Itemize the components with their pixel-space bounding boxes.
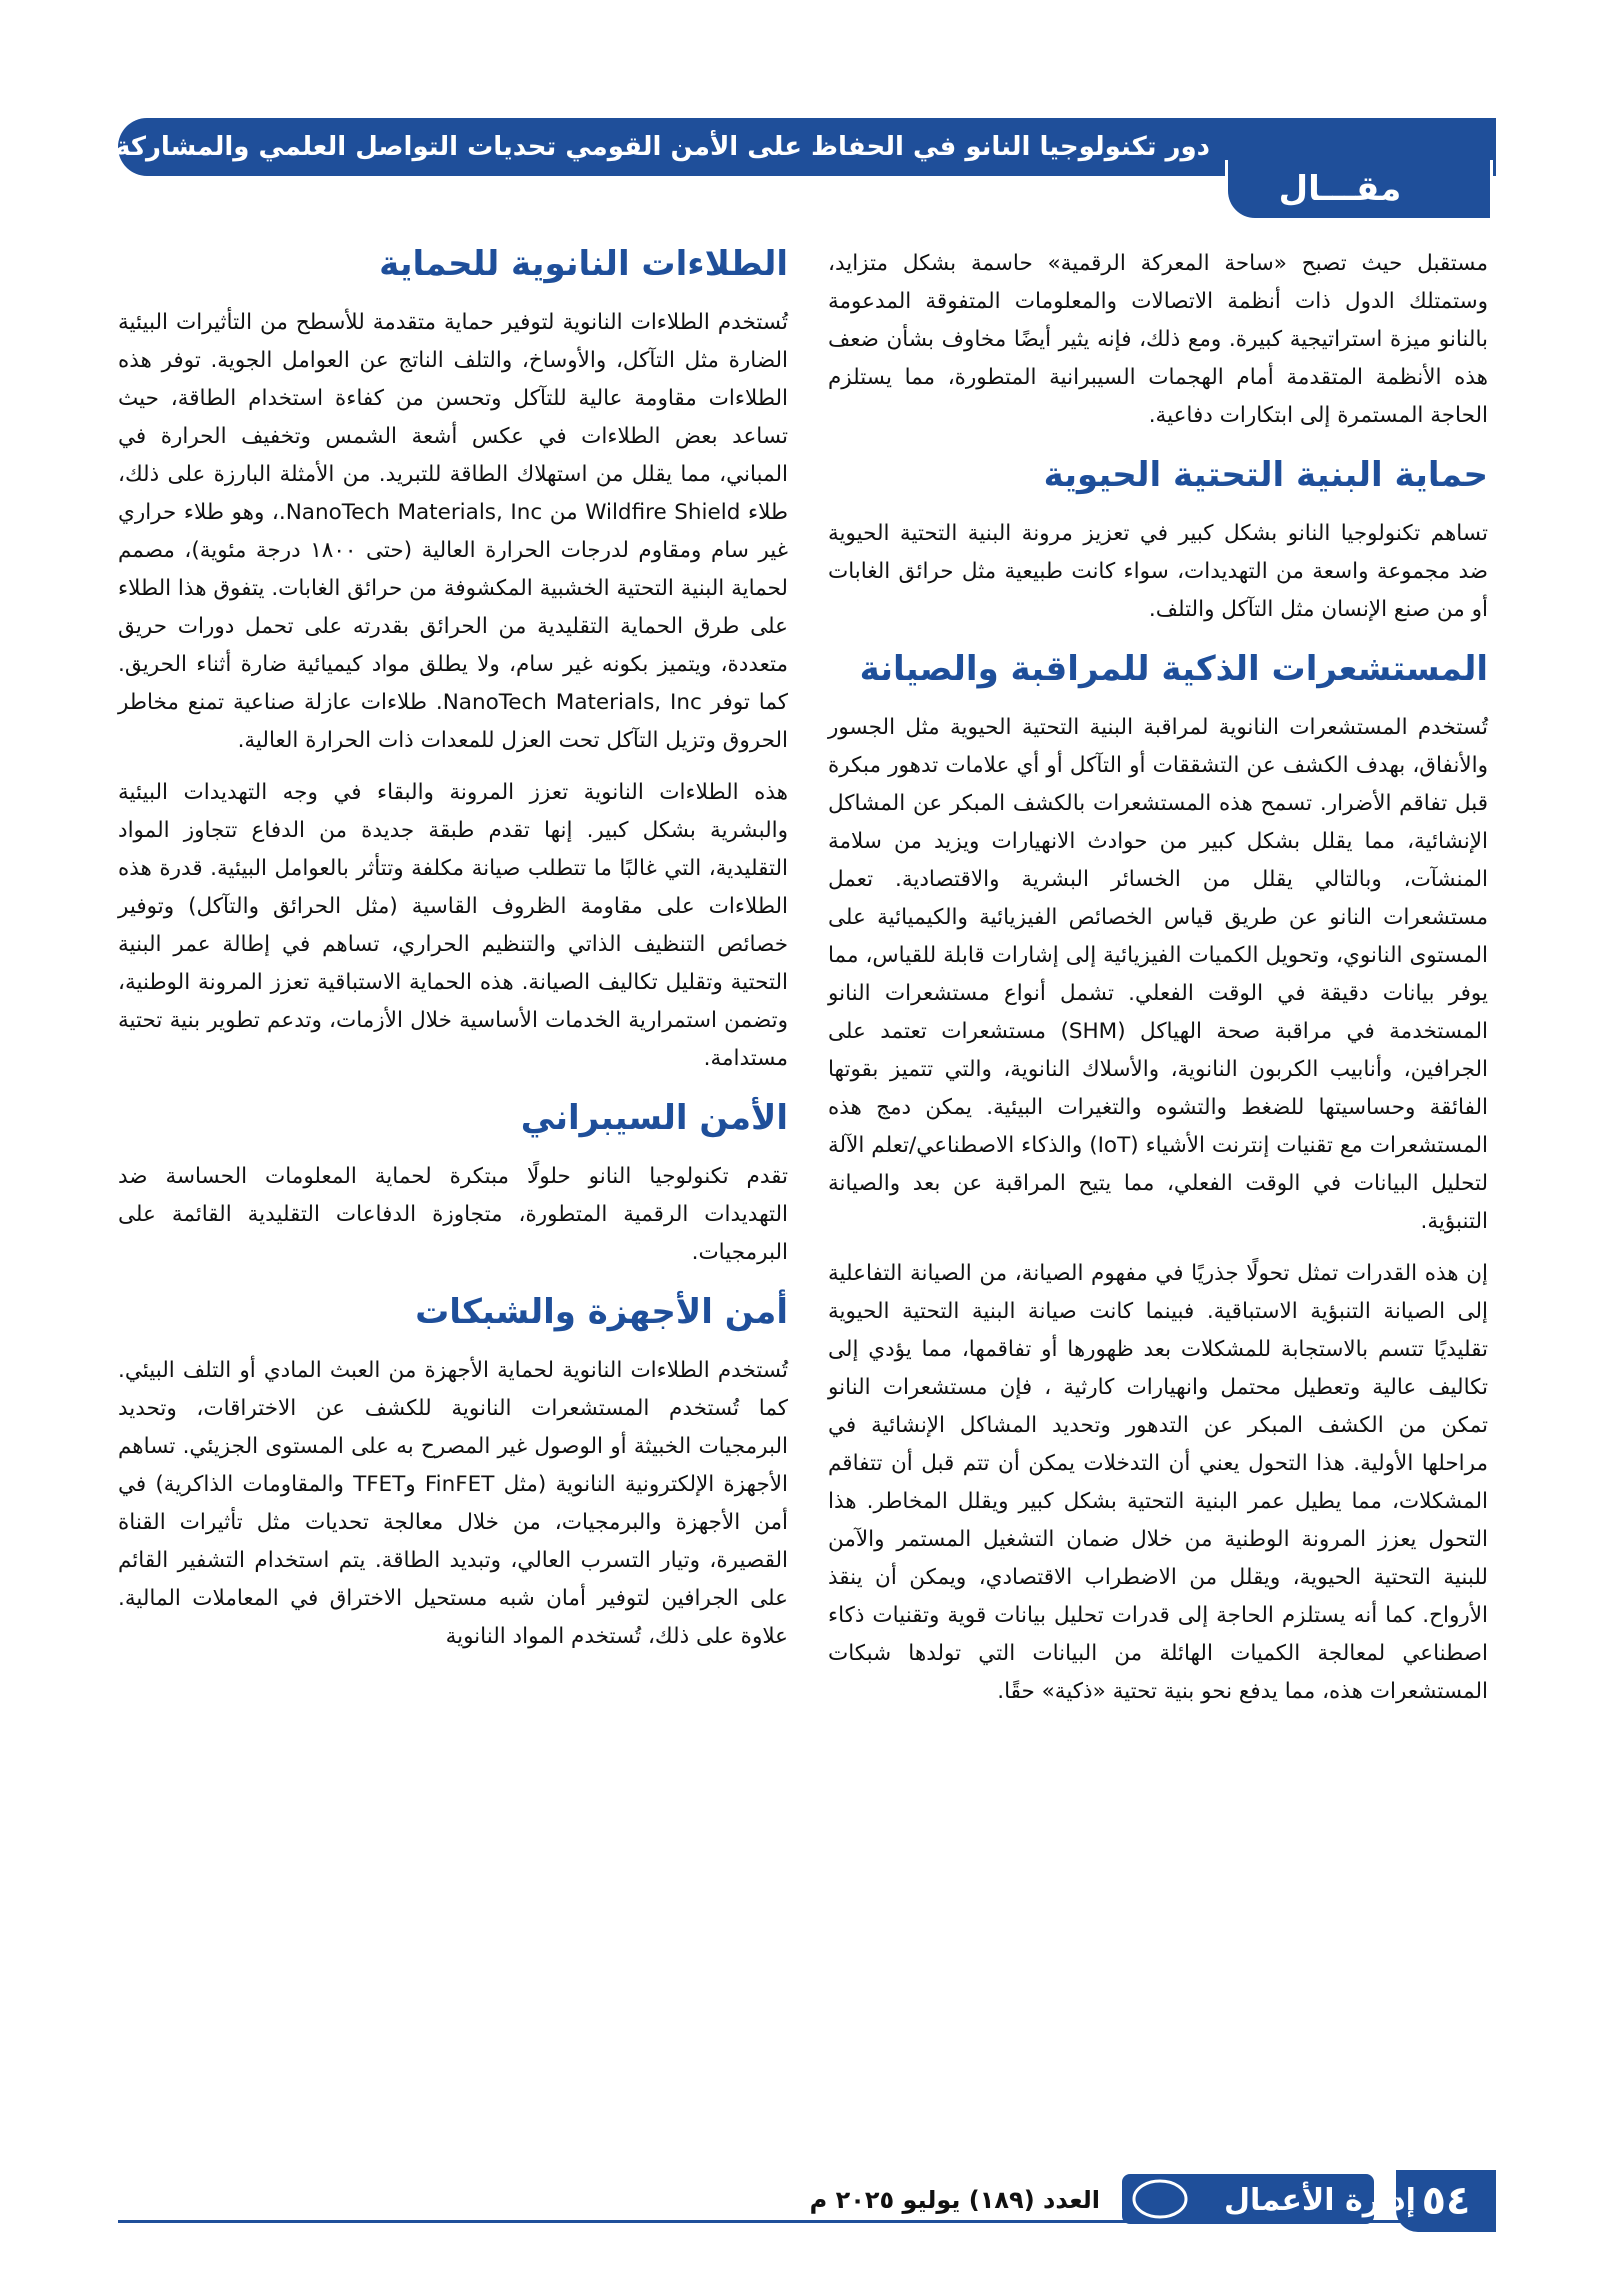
paragraph: تُستخدم الطلاءات النانوية لحماية الأجهزة من العبث المادي أو التلف البيئي. كما تُستخدم المستشعرات النانوية للكشف عن الاختراقات، وتحديد البرمجيات الخبيثة أو الوصول غير المصرح به على المستوى الجزيئي. تساهم الأجهزة الإلكترونية النانوية (مثل FinFET وTFET والمقاومات الذاكرية) في أمن الأجهزة والبرمجيات، من خلال معالجة تحديات مثل تأثيرات القناة القصيرة، وتيار التسرب العالي، وتبديد الطاقة. يتم استخدام التشفير القائم على الجرافين لتوفير أمان شبه مستحيل الاختراق في المعاملات المالية. علاوة على ذلك، تُستخدم المواد النانوية	[118, 1358, 788, 1649]
paragraph: تُستخدم المستشعرات النانوية لمراقبة البنية التحتية الحيوية مثل الجسور والأنفاق، بهدف الكشف عن التشققات أو التآكل أو أي علامات تدهور مبكرة قبل تفاقم الأضرار. تسمح هذه المستشعرات بالكشف المبكر عن المشاكل الإنشائية، مما يقلل بشكل كبير من حوادث الانهيارات ويزيد من سلامة المنشآت، وبالتالي يقلل من الخسائر البشرية والاقتصادية. تعمل مستشعرات النانو عن طريق قياس الخصائص الفيزيائية والكيميائية على المستوى النانوي، وتحويل الكميات الفيزيائية إلى إشارات قابلة للقياس، مما يوفر بيانات دقيقة في الوقت الفعلي. تشمل أنواع مستشعرات النانو المستخدمة في مراقبة صحة الهياكل (SHM) مستشعرات تعتمد على الجرافين، وأنابيب الكربون النانوية، والأسلاك النانوية، والتي تتميز بقوتها الفائقة وحساسيتها للضغط والتشوه والتغيرات البيئية. يمكن دمج هذه المستشعرات مع تقنيات إنترنت الأشياء (IoT) والذكاء الاصطناعي/تعلم الآلة لتحليل البيانات في الوقت الفعلي، مما يتيح المراقبة عن بعد والصيانة التنبؤية.	[828, 715, 1489, 1234]
magazine-name: إدارة الأعمال	[1224, 2183, 1416, 2218]
section-heading: أمن الأجهزة والشبكات	[415, 1292, 788, 1332]
paragraph: مستقبل حيث تصبح «ساحة المعركة الرقمية» حاسمة بشكل متزايد، وستمتلك الدول ذات أنظمة الاتصالات والمعلومات المتفوقة المدعومة بالنانو ميزة استراتيجية كبيرة. ومع ذلك، فإنه يثير أيضًا مخاوف بشأن ضعف هذه الأنظمة المتقدمة أمام الهجمات السيبرانية المتطورة، مما يستلزم الحاجة المستمرة إلى ابتكارات دفاعية.	[828, 251, 1488, 428]
section-heading: المستشعرات الذكية للمراقبة والصيانة	[859, 649, 1488, 689]
section-heading: الطلاءات النانوية للحماية	[379, 244, 788, 284]
section-heading: حماية البنية التحتية الحيوية	[1043, 455, 1488, 495]
paragraph: هذه الطلاءات النانوية تعزز المرونة والبقاء في وجه التهديدات البيئية والبشرية بشكل كبير. إنها تقدم طبقة جديدة من الدفاع تتجاوز المواد التقليدية، التي غالبًا ما تتطلب صيانة مكلفة وتتأثر بالعوامل البيئية. قدرة هذه الطلاءات على مقاومة الظروف القاسية (مثل الحرائق والتآكل) وتوفير خصائص التنظيف الذاتي والتنظيم الحراري، تساهم في إطالة عمر البنية التحتية وتقليل تكاليف الصيانة. هذه الحماية الاستباقية تعزز المرونة الوطنية، وتضمن استمرارية الخدمات الأساسية خلال الأزمات، وتدعم تطوير بنية تحتية مستدامة.	[118, 780, 788, 1071]
magazine-logo	[1120, 2168, 1416, 2230]
paragraph: تساهم تكنولوجيا النانو بشكل كبير في تعزيز مرونة البنية التحتية الحيوية ضد مجموعة واسعة من التهديدات، سواء كانت طبيعية مثل حرائق الغابات أو من صنع الإنسان مثل التآكل والتلف.	[828, 521, 1488, 622]
right-column	[828, 245, 1488, 1725]
paragraph: إن هذه القدرات تمثل تحولًا جذريًا في مفهوم الصيانة، من الصيانة التفاعلية إلى الصيانة التنبؤية الاستباقية. فبينما كانت صيانة البنية التحتية الحيوية تقليديًا تتسم بالاستجابة للمشكلات بعد ظهورها أو تفاقمها، مما يؤدي إلى تكاليف عالية وتعطيل محتمل وانهيارات كارثية ، فإن مستشعرات النانو تمكن من الكشف المبكر عن التدهور وتحديد المشاكل الإنشائية في مراحلها الأولية. هذا التحول يعني أن التدخلات يمكن أن تتم قبل أن تتفاقم المشكلات، مما يطيل عمر البنية التحتية بشكل كبير ويقلل المخاطر. هذا التحول يعزز المرونة الوطنية من خلال ضمان التشغيل المستمر والآمن للبنية التحتية الحيوية، ويقلل من الاضطراب الاقتصادي، ويمكن أن ينقذ الأرواح. كما أنه يستلزم الحاجة إلى قدرات تحليل بيانات قوية وتقنيات ذكاء اصطناعي لمعالجة الكميات الهائلة من البيانات التي تولدها شبكات المستشعرات هذه، مما يدفع نحو بنية تحتية «ذكية» حقًا.	[828, 1261, 1488, 1704]
paragraph: تُستخدم الطلاءات النانوية لتوفير حماية متقدمة للأسطح من التأثيرات البيئية الضارة مثل التآكل، والأوساخ، والتلف الناتج عن العوامل الجوية. توفر هذه الطلاءات مقاومة عالية للتآكل وتحسن من كفاءة استخدام الطاقة، حيث تساعد بعض الطلاءات في عكس أشعة الشمس وتخفيف الحرارة في المباني، مما يقلل من استهلاك الطاقة للتبريد. من الأمثلة البارزة على ذلك، طلاء Wildfire Shield من NanoTech Materials, Inc.، وهو طلاء حراري غير سام ومقاوم لدرجات الحرارة العالية (حتى ١٨٠٠ درجة مئوية)، مصمم لحماية البنية التحتية الخشبية المكشوفة من حرائق الغابات. يتفوق هذا الطلاء على طرق الحماية التقليدية من الحرائق بقدرته على تحمل دورات حريق متعددة، ويتميز بكونه غير سام، ولا يطلق مواد كيميائية ضارة أثناء الحريق. كما توفر NanoTech Materials, Inc. طلاءات عازلة صناعية تمنع مخاطر الحروق وتزيل التآكل تحت العزل للمعدات ذات الحرارة العالية.	[118, 310, 789, 753]
page-number: ٥٤	[1396, 2170, 1496, 2232]
section-label: مقـــال	[1278, 169, 1402, 209]
left-column	[118, 238, 788, 1670]
issue-text: العدد (١٨٩) يوليو ٢٠٢٥ م	[809, 2186, 1100, 2214]
section-heading: الأمن السيبراني	[520, 1098, 788, 1138]
article-title: دور تكنولوجيا النانو في الحفاظ على الأمن القومي تحديات التواصل العلمي والمشاركة العامة	[31, 132, 1210, 162]
paragraph: تقدم تكنولوجيا النانو حلولًا مبتكرة لحماية المعلومات الحساسة ضد التهديدات الرقمية المتطورة، متجاوزة الدفاعات التقليدية القائمة على البرمجيات.	[118, 1164, 788, 1265]
